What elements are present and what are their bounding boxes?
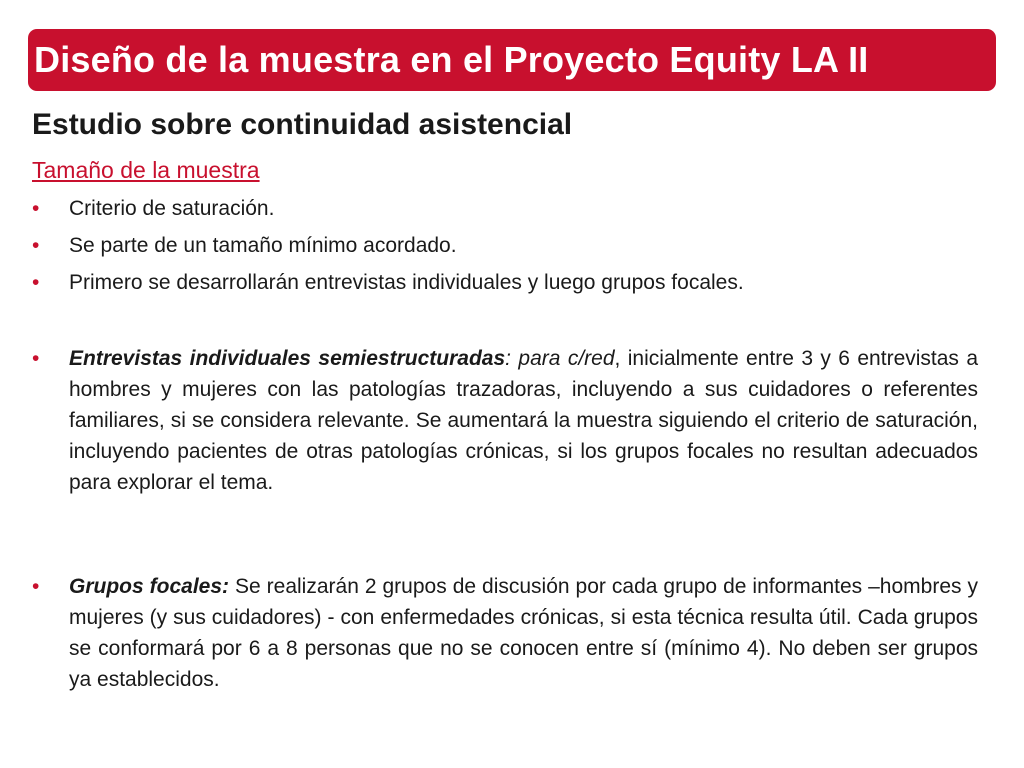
bullet-text: Criterio de saturación. [69,197,275,220]
title-bar [28,29,996,91]
slide-title: Diseño de la muestra en el Proyecto Equity LA II [34,39,869,80]
paragraph-italic: para c/red [518,347,615,370]
bullet-item [32,197,982,221]
paragraph-lead: Entrevistas individuales semiestructuradas [69,347,506,370]
bullet-icon: • [32,234,40,257]
paragraph-focus-groups [32,571,978,695]
paragraph-lead: Grupos focales: [69,575,230,598]
bullet-icon: • [32,347,40,370]
bullet-icon: • [32,197,40,220]
bullet-text: Se parte de un tamaño mínimo acordado. [69,234,457,257]
section-heading-sample-size: Tamaño de la muestra [32,157,260,183]
slide-subtitle: Estudio sobre continuidad asistencial [32,108,573,141]
bullet-icon: • [32,271,40,294]
short-bullet-list [32,197,982,308]
bullet-item [32,234,982,258]
paragraph-body: , inicialmente entre 3 y 6 entrevistas a hombres y mujeres con las patologías trazadoras, incluyendo a sus cuidadores o referentes familiares, si se considera relevante. Se aumentará la muestra siguiendo el criterio de saturación, incluyendo pacientes de otras patologías crónicas, si los grupos focales no resultan adecuados para explorar el tema. [69,347,979,494]
bullet-text: Primero se desarrollarán entrevistas individuales y luego grupos focales. [69,271,744,294]
paragraph-body: Se realizarán 2 grupos de discusión por cada grupo de informantes –hombres y mujeres (y sus cuidadores) - con enfermedades crónicas, si esta técnica resulta útil. Cada grupos se conformará por 6 a 8 personas que no se conocen entre sí (mínimo 4). No deben ser grupos ya establecidos. [69,575,978,691]
bullet-item [32,271,982,295]
bullet-icon: • [32,575,40,598]
paragraph-separator: : [505,347,519,370]
paragraph-individual-interviews [32,343,978,498]
